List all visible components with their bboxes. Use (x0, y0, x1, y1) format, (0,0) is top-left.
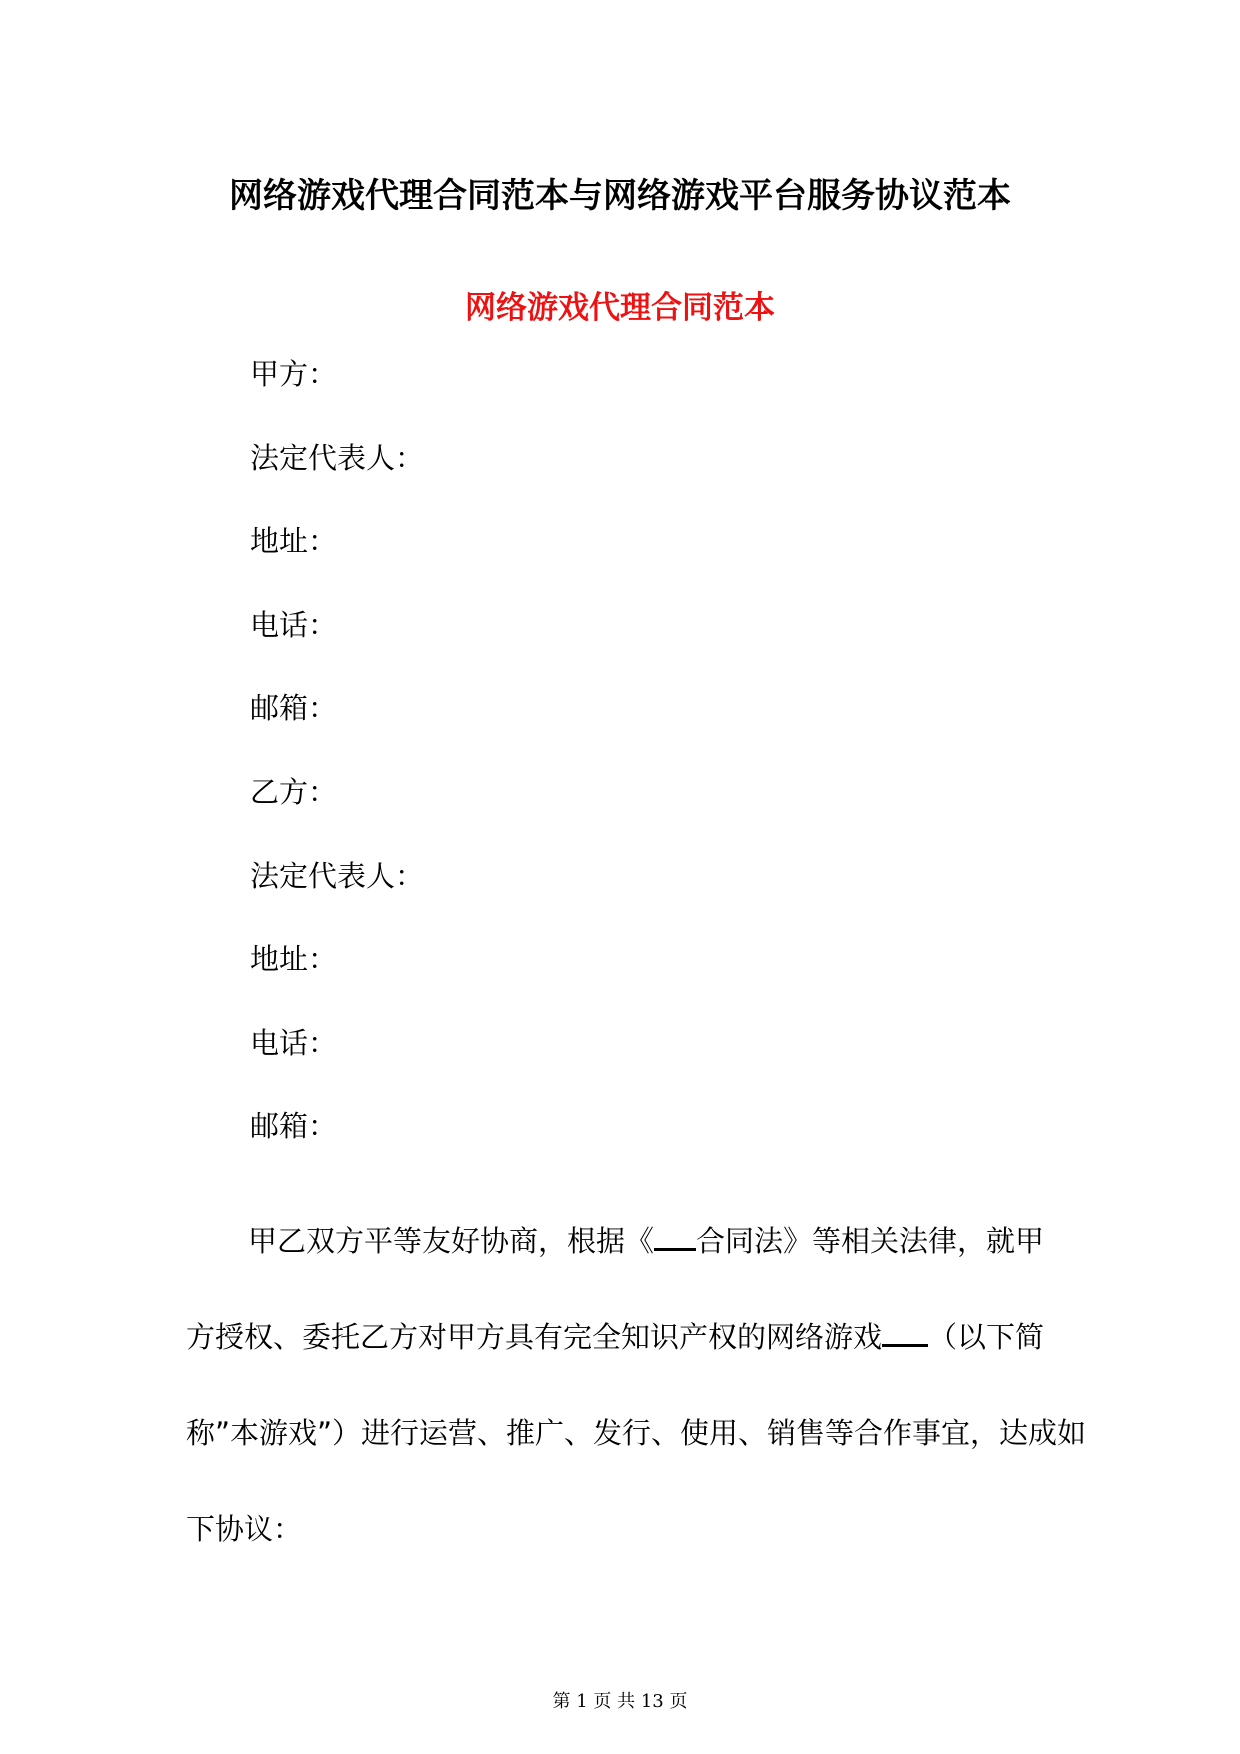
preamble-text: 甲乙双方平等友好协商，根据《 (248, 1224, 655, 1258)
party-a-label: 甲方： (250, 357, 338, 391)
party-a-phone-label: 电话： (250, 608, 338, 642)
preamble-line-4: 下协议： (186, 1512, 303, 1546)
party-b-address-label: 地址： (250, 942, 338, 976)
preamble-line-3: 称”本游戏”）进行运营、推广、发行、使用、销售等合作事宜，达成如 (186, 1416, 1087, 1450)
party-b-label: 乙方： (250, 775, 338, 809)
preamble-paragraph (186, 1193, 1087, 1577)
fill-blank (882, 1318, 928, 1347)
preamble-text: 方授权、委托乙方对甲方具有完全知识产权的网络游戏 (186, 1320, 883, 1354)
party-a-legal-rep-label: 法定代表人： (250, 441, 425, 475)
party-a-address-label: 地址： (250, 524, 338, 558)
party-b-legal-rep-label: 法定代表人： (250, 859, 425, 893)
party-b-email-label: 邮箱： (250, 1109, 338, 1143)
fill-blank (654, 1222, 696, 1251)
preamble-line-2 (186, 1289, 1056, 1385)
document-title: 网络游戏代理合同范本与网络游戏平台服务协议范本 (229, 176, 1011, 216)
party-a-email-label: 邮箱： (250, 691, 338, 725)
party-b-phone-label: 电话： (250, 1026, 338, 1060)
page-footer: 第 1 页 共 13 页 (552, 1691, 688, 1712)
preamble-text: 合同法》等相关法律，就甲 (696, 1224, 1045, 1258)
preamble-text: （以下简 (928, 1320, 1045, 1354)
section-title: 网络游戏代理合同范本 (465, 290, 775, 326)
preamble-line-1 (186, 1193, 1056, 1289)
